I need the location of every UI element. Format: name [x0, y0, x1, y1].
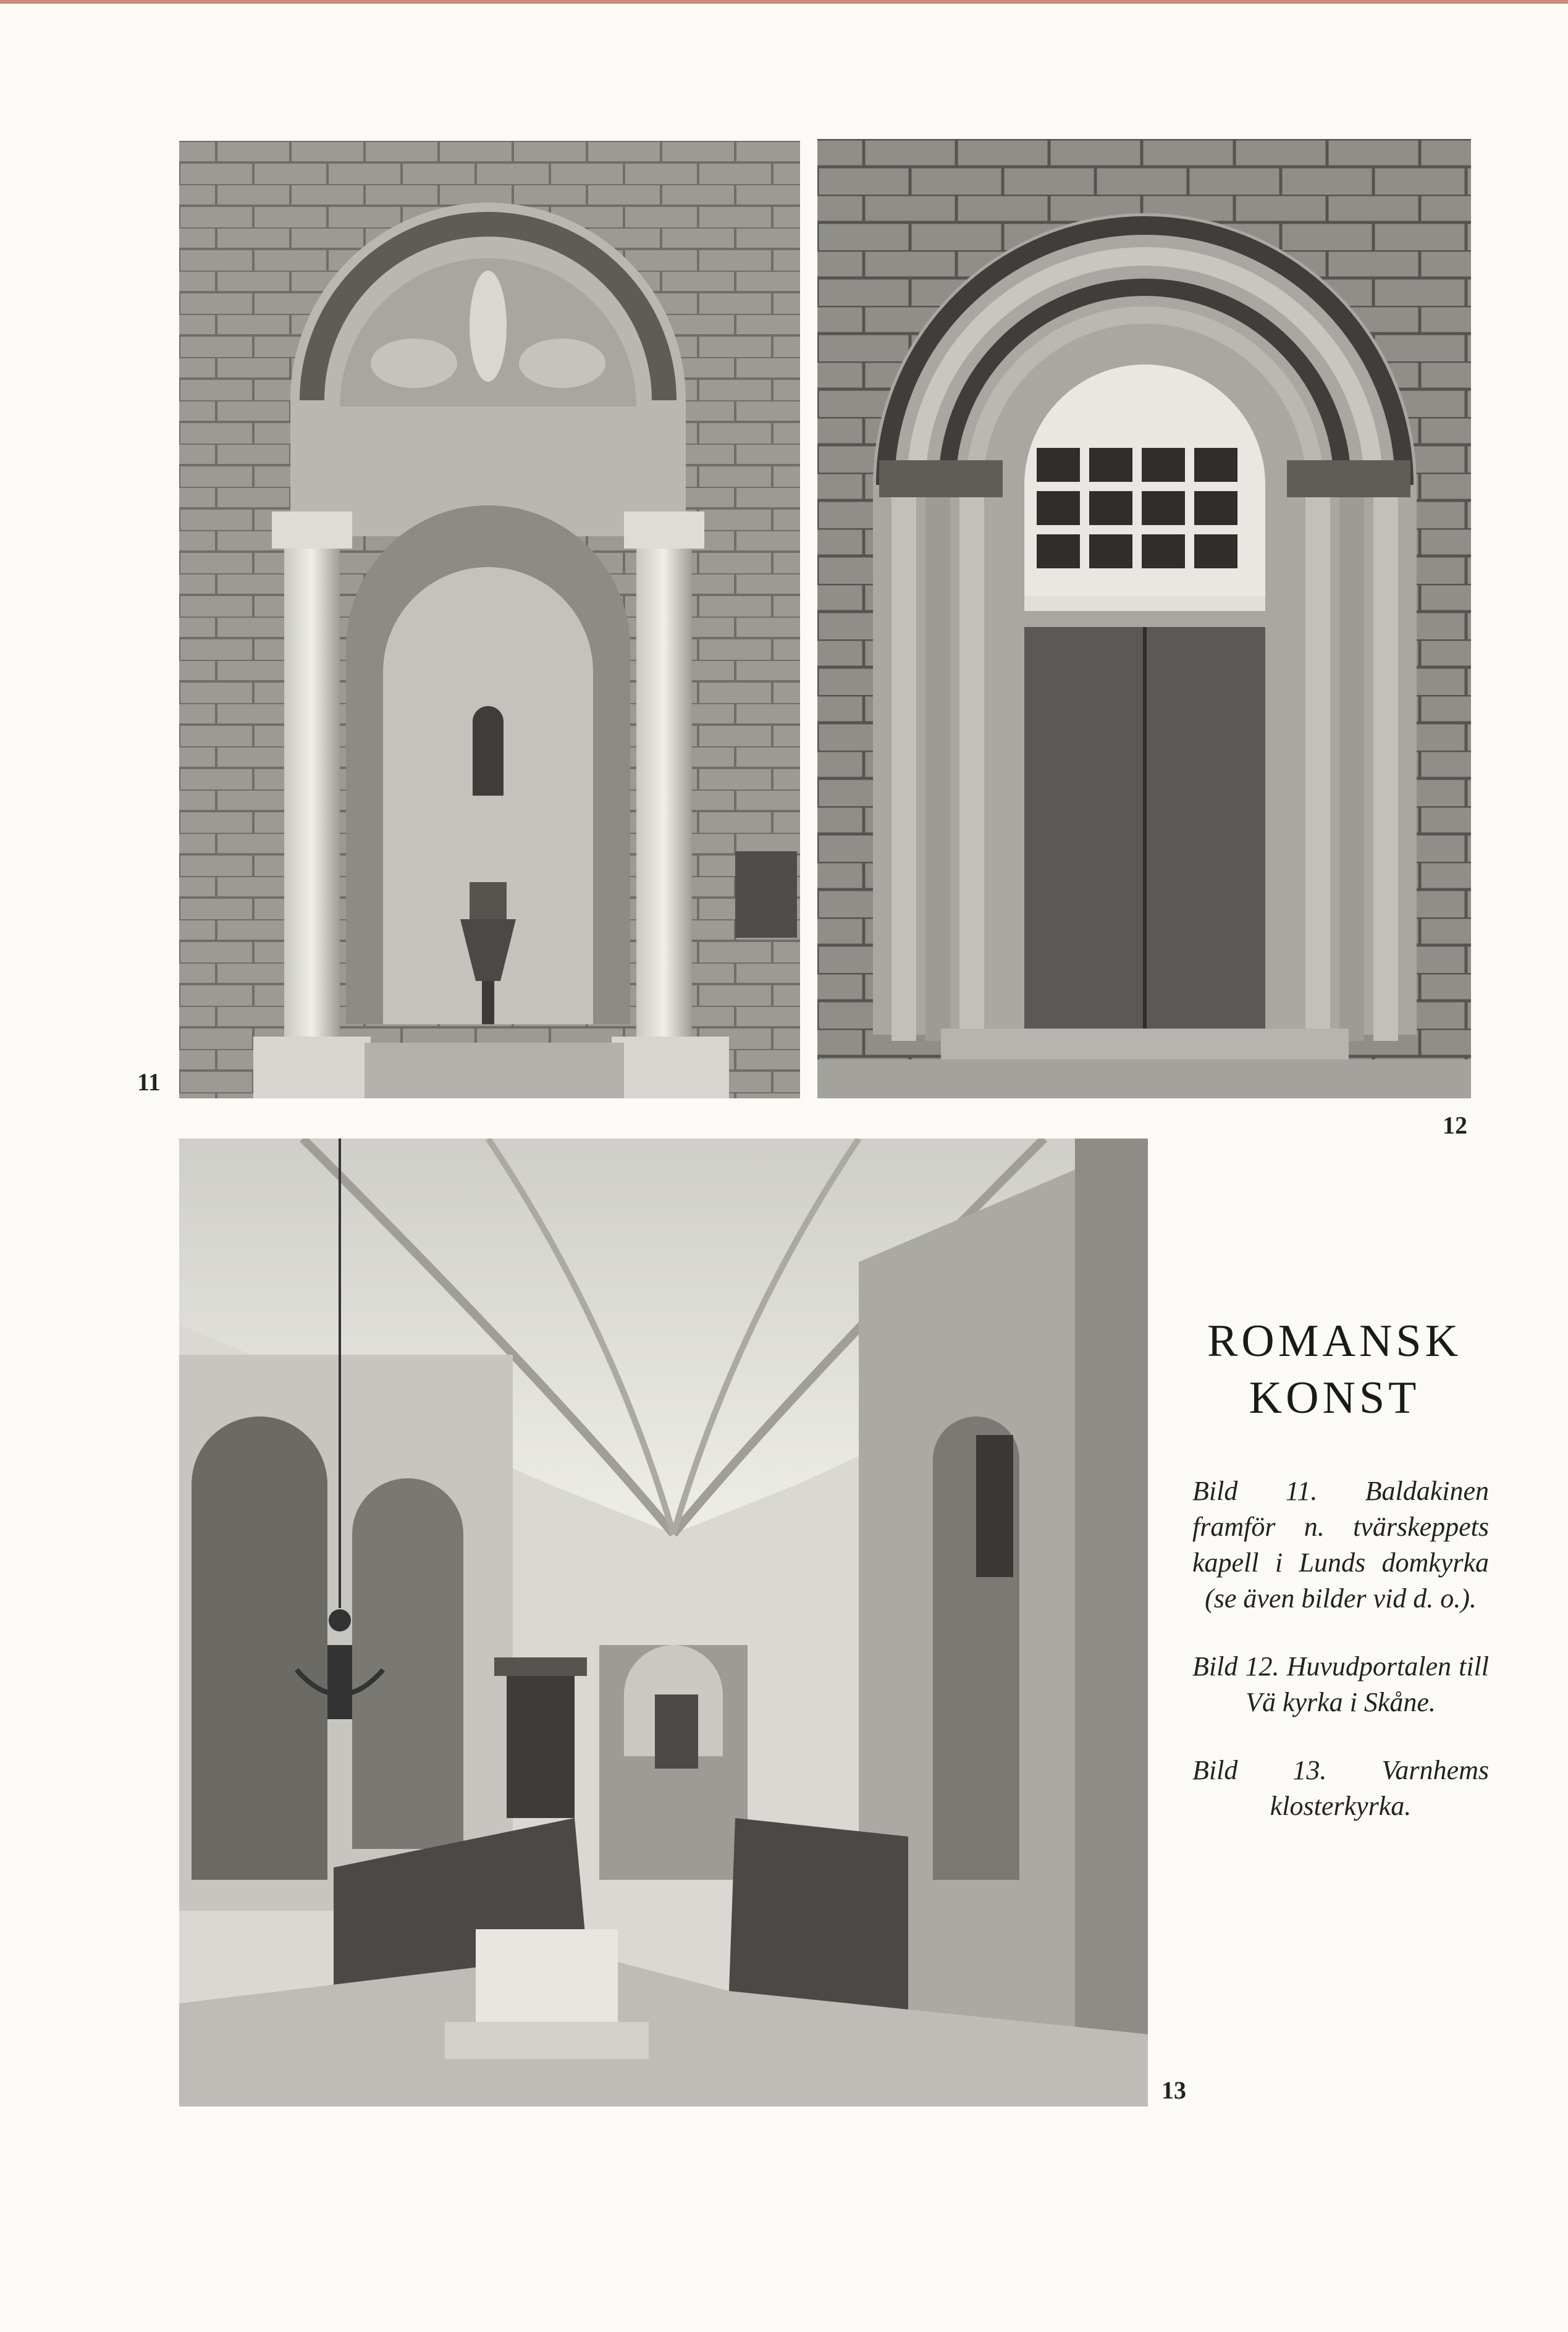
caption-fig-12: Bild 12. Huvudportalen till Vä kyrka i Skåne.: [1192, 1651, 1489, 1717]
figure-number-13: 13: [1161, 2076, 1186, 2104]
photo-baldakin: [179, 141, 800, 1098]
nave-illustration: [179, 1139, 1148, 2107]
section-heading: [1161, 1313, 1507, 1426]
caption-fig-13: Bild 13. Varnhems klosterkyrka.: [1192, 1755, 1489, 1821]
figure-number-12: 12: [1443, 1111, 1467, 1139]
photo-portal: [817, 139, 1471, 1098]
figure-number-11: 11: [137, 1068, 161, 1096]
caption-fig-11: Bild 11. Baldakinen framför n. tvärskeppets kapell i Lunds domkyrka (se även bilder vid d. o.).: [1192, 1476, 1489, 1614]
portal-illustration: [817, 139, 1471, 1098]
photo-church-interior: [179, 1139, 1148, 2107]
heading-line-2: KONST: [1249, 1373, 1420, 1423]
page-top-edge: [0, 0, 1568, 4]
baldakin-illustration: [179, 141, 800, 1098]
caption-block: [1192, 1473, 1489, 1856]
heading-line-1: ROMANSK: [1207, 1316, 1462, 1366]
